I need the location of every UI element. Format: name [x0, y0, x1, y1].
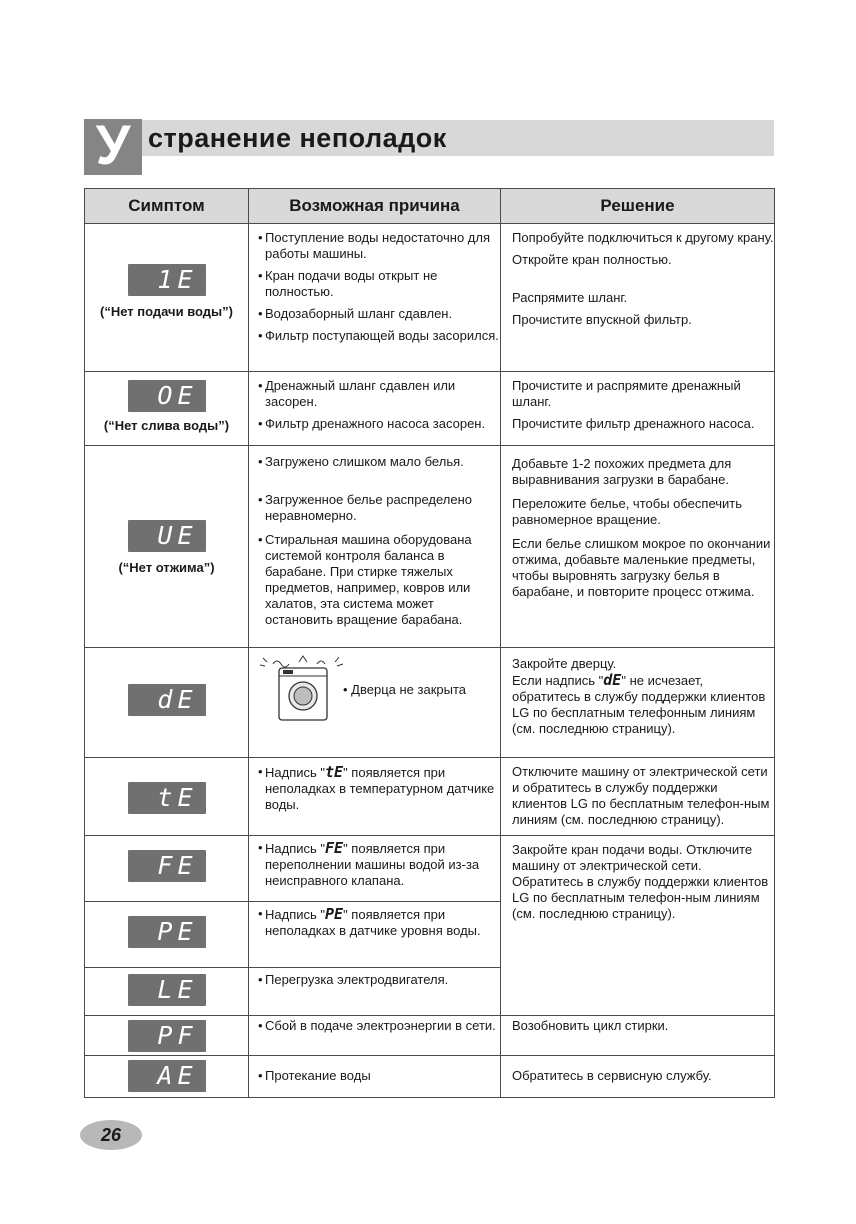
list-item: Попробуйте подключиться к другому крану. [512, 230, 774, 245]
list-item: Прочистите и распрямите дренажный шланг. [512, 378, 741, 409]
list-item: Обратитесь в сервисную службу. [512, 1068, 712, 1083]
washing-machine-icon [259, 654, 349, 724]
symptom-cell [85, 372, 249, 446]
symptom-label: (“Нет отжима”) [118, 560, 215, 575]
error-code-display: PE [128, 916, 206, 948]
error-code-display: tE [128, 782, 206, 814]
cause-cell [249, 648, 501, 758]
list-item: • Водозаборный шланг сдавлен. [258, 306, 453, 321]
list-item: • Надпись "PE" появляется при неполадках в датчике уровня воды. [258, 905, 481, 938]
list-item: • Надпись "tE" появляется при неполадках в температурном датчике воды. [258, 763, 495, 812]
symptom-cell [85, 1016, 249, 1056]
solution-cell [501, 1016, 775, 1056]
list-item: • Кран подачи воды открыт не полностью. [258, 268, 438, 299]
solution-cell [501, 1056, 775, 1098]
cause-cell [249, 836, 501, 902]
error-code-display: OE [128, 380, 206, 412]
solution-cell [501, 224, 775, 372]
table-row [85, 836, 775, 902]
table-row [85, 446, 775, 648]
list-item: • Фильтр поступающей воды засорился. [258, 328, 499, 343]
list-item: Если белье слишком мокрое по окончании отжима, добавьте маленькие предметы, чтобы выровнять загрузку белья в барабане, и повторите процесс отжима. [512, 536, 771, 599]
cause-cell [249, 902, 501, 968]
list-item: • Стиральная машина оборудована системой контроля баланса в барабане. При стирке тяжелых предметов, например, ковров или халатов, эта система может остановить вращение барабана. [258, 532, 472, 627]
column-header-symptom: Симптом [85, 189, 249, 224]
page-number: 26 [100, 1125, 122, 1145]
symptom-label: (“Нет слива воды”) [103, 418, 230, 433]
list-item: • Надпись "FE" появляется при переполнении машины водой из-за неисправного клапана. [258, 839, 480, 888]
list-item: Откройте кран полностью. [512, 252, 672, 267]
table-row [85, 1056, 775, 1098]
table-row [85, 224, 775, 372]
table-row [85, 648, 775, 758]
solution-cell [501, 836, 775, 1016]
list-item: • Поступление воды недостаточно для работы машины. [258, 230, 491, 261]
cause-cell [249, 968, 501, 1016]
list-item: Возобновить цикл стирки. [512, 1018, 669, 1033]
table-header-row [85, 189, 775, 224]
solution-cell [501, 372, 775, 446]
table-row [85, 372, 775, 446]
list-item: • Дверца не закрыта [343, 682, 466, 697]
cause-cell [249, 224, 501, 372]
list-item: • Дренажный шланг сдавлен или засорен. [258, 378, 456, 409]
cause-cell [249, 446, 501, 648]
cause-cell [249, 758, 501, 836]
cause-cell [249, 1056, 501, 1098]
title-text: странение неполадок [148, 123, 447, 153]
cause-cell [249, 372, 501, 446]
list-item: Закройте дверцу. [512, 656, 617, 671]
error-code-display: dE [128, 684, 206, 716]
cause-cell [249, 1016, 501, 1056]
list-item: Добавьте 1-2 похожих предмета для выравнивания загрузки в барабане. [512, 456, 732, 487]
column-header-cause: Возможная причина [249, 189, 501, 224]
list-item: Переложите белье, чтобы обеспечить равномерное вращение. [512, 496, 743, 527]
solution-cell [501, 648, 775, 758]
list-item: • Сбой в подаче электроэнергии в сети. [258, 1018, 496, 1033]
list-item: Прочистите впускной фильтр. [512, 312, 692, 327]
error-code-display: UE [128, 520, 206, 552]
list-item: • Фильтр дренажного насоса засорен. [258, 416, 486, 431]
table-row [85, 1016, 775, 1056]
symptom-cell [85, 1056, 249, 1098]
list-item: Отключите машину от электрической сети и обратитесь в службу поддержки клиентов LG по бесплатным телефон-ным линиям (см. последнюю страницу). [512, 764, 770, 827]
symptom-cell [85, 446, 249, 648]
symptom-cell [85, 758, 249, 836]
title-initial-letter: У [84, 119, 142, 175]
error-code-display: AE [128, 1060, 206, 1092]
solution-cell [501, 446, 775, 648]
troubleshooting-table [84, 188, 775, 1098]
symptom-cell [85, 648, 249, 758]
error-code-display: PF [128, 1020, 206, 1052]
page-number-badge [80, 1120, 142, 1150]
symptom-cell [85, 224, 249, 372]
list-item: Прочистите фильтр дренажного насоса. [512, 416, 755, 431]
symptom-cell [85, 836, 249, 902]
solution-cell [501, 758, 775, 836]
symptom-label: (“Нет подачи воды”) [100, 304, 233, 319]
table-row [85, 758, 775, 836]
column-header-solution: Решение [501, 189, 775, 224]
error-code-display: 1E [128, 264, 206, 296]
list-item: Закройте кран подачи воды. Отключите машину от электрической сети. Обратитесь в службу поддержки клиентов LG по бесплатным телефон-ным линиям (см. последнюю страницу). [512, 842, 769, 921]
list-item: • Перегрузка электродвигателя. [258, 972, 449, 987]
section-title [84, 113, 774, 176]
list-item: Распрямите шланг. [512, 290, 628, 305]
list-item: Если надпись "dE" не исчезает, обратитесь в службу поддержки клиентов LG по бесплатным телефонным линиям (см. последнюю страницу). [512, 671, 766, 736]
symptom-cell [85, 968, 249, 1016]
symptom-cell [85, 902, 249, 968]
error-code-display: LE [128, 974, 206, 1006]
error-code-display: FE [128, 850, 206, 882]
list-item: • Загружено слишком мало белья. [258, 454, 464, 469]
list-item: • Загруженное белье распределено неравномерно. [258, 492, 472, 523]
list-item: • Протекание воды [258, 1068, 371, 1083]
